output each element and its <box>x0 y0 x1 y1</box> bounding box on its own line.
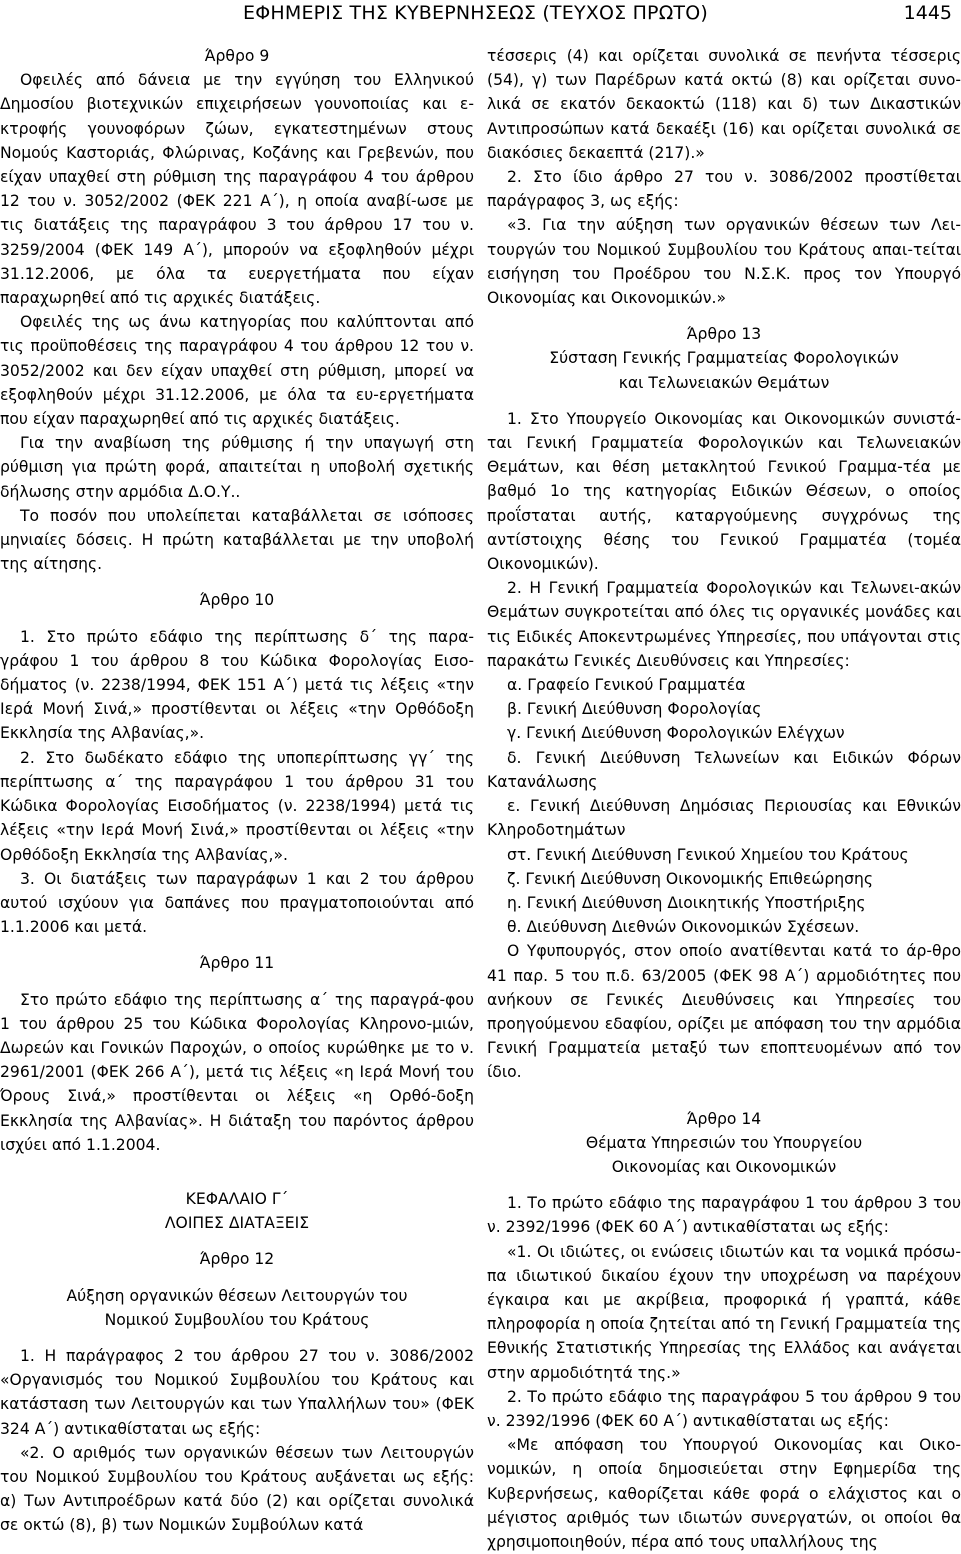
article-12-paragraph-1: 1. Η παράγραφος 2 του άρθρου 27 του ν. 3086/2002 «Οργανισμός του Νομικού Συμβουλίου του Κράτους και κατάσταση των Λειτουργών και των Υπαλλήλων του» (ΦΕΚ 324 Α΄) αντικαθίσταται ως εξής: <box>0 1346 474 1438</box>
article-11-title: Άρθρο 11 <box>199 954 275 973</box>
article-14-subtitle-line-2: Οικονομίας και Οικονομικών <box>611 1157 837 1176</box>
article-9-paragraph-4: Το ποσόν που υπολείπεται καταβάλλεται σε ισόποσες μηνιαίες δόσεις. Η πρώτη καταβάλλεται με την υποβολή της αίτησης. <box>0 506 474 574</box>
list-item: θ. Διεύθυνση Διεθνών Οικονομικών Σχέσεων. <box>507 918 860 937</box>
article-12-paragraph-3: «3. Για την αύξηση των οργανικών θέσεων των Λει-τουργών του Νομικού Συμβουλίου του Κράτους απαι-τείται εισήγηση του Προέδρου του Ν.Σ.Κ. προς τον Υπουργό Οικονομίας και Οικονομικών.» <box>487 216 961 308</box>
page-number: 1445 <box>903 2 952 24</box>
article-9-paragraph-2: Οφειλές της ως άνω κατηγορίας που καλύπτονται από τις προϋποθέσεις της παραγράφου 4 του άρθρου 12 του ν. 3052/2002 και δεν είχαν υπαχθεί στη ρύθμιση, μπορεί να εξοφληθούν μέχρι 31.12.2006, με όλα τα ευ-εργετήματα που είχαν παραχωρηθεί από τις αρχικές διατάξεις. <box>0 313 474 429</box>
list-item: η. Γενική Διεύθυνση Διοικητικής Υποστήριξης <box>507 893 866 912</box>
article-10-paragraph-2: 2. Στο δωδέκατο εδάφιο της υποπερίπτωσης γγ΄ της περίπτωσης α΄ της παραγράφου 1 του άρθρου 31 του Κώδικα Φορολογίας Εισοδήματος (ν. 2238/1994) μετά τις λέξεις «την Ιερά Μονή Σινά,» προστίθενται οι λέξεις «την Ορθόδοξη Εκκλησία της Αλβανίας,». <box>0 748 474 864</box>
article-9-paragraph-1: Οφειλές από δάνεια με την εγγύηση του Ελληνικού Δημοσίου βιοτεχνικών επιχειρήσεων γουνοποιίας και ε-κτροφής γουνοφόρων ζώων, εγκατεστημένων στους Νομούς Καστοριάς, Φλώρινας, Κοζάνης και Γρεβενών, που είχαν υπαχθεί στη ρύθμιση της παραγράφου 4 του άρθρου 12 του ν. 3052/2002 (ΦΕΚ 221 Α΄), η οποία αναβί-ωσε με τις διατάξεις της παραγράφου 3 του άρθρου 17 του ν. 3259/2004 (ΦΕΚ 149 Α΄), μπορούν να εξοφληθούν μέχρι 31.12.2006, με όλα τα ευεργετήματα που είχαν παραχωρηθεί από τις αρχικές διατάξεις. <box>0 71 474 308</box>
article-12-subtitle-line-1: Αύξηση οργανικών θέσεων Λειτουργών του <box>66 1286 408 1305</box>
article-10-paragraph-3: 3. Οι διατάξεις των παραγράφων 1 και 2 του άρθρου αυτού ισχύουν για δαπάνες που πραγματοποιούνται από 1.1.2006 και μετά. <box>0 869 474 937</box>
article-12-paragraph-2b: 2. Στο ίδιο άρθρο 27 του ν. 3086/2002 προστίθεται παράγραφος 3, ως εξής: <box>487 168 961 211</box>
chapter-title: ΚΕΦΑΛΑΙΟ Γ΄ <box>185 1189 289 1208</box>
article-12-paragraph-2: «2. Ο αριθμός των οργανικών θέσεων των Λειτουργών του Νομικού Συμβουλίου του Κράτους αυξάνεται ως εξής: α) Των Αντιπροέδρων κατά δύο (2) και ορίζεται συνολικά σε οκτώ (8), β) των Νομικών Συμβούλων κατά <box>0 1443 474 1535</box>
page-header <box>0 0 960 34</box>
article-14-subtitle-line-1: Θέματα Υπηρεσιών του Υπουργείου <box>585 1133 863 1152</box>
article-14-paragraph-1: 1. Το πρώτο εδάφιο της παραγράφου 1 του άρθρου 3 του ν. 2392/1996 (ΦΕΚ 60 Α΄) αντικαθίσταται ως εξής: <box>487 1194 961 1237</box>
article-12-title: Άρθρο 12 <box>199 1250 275 1269</box>
article-10-title: Άρθρο 10 <box>199 591 275 610</box>
list-item: γ. Γενική Διεύθυνση Φορολογικών Ελέγχων <box>507 724 845 743</box>
list-item: στ. Γενική Διεύθυνση Γενικού Χημείου του Κράτους <box>507 845 909 864</box>
chapter-subtitle: ΛΟΙΠΕΣ ΔΙΑΤΑΞΕΙΣ <box>164 1214 310 1233</box>
article-9-paragraph-3: Για την αναβίωση της ρύθμισης ή την υπαγωγή στη ρύθμιση για πρώτη φορά, απαιτείται η υποβολή σχετικής δήλωσης στην αρμόδια Δ.Ο.Υ.. <box>0 434 474 501</box>
article-12-continuation: τέσσερις (4) και ορίζεται συνολικά σε πενήντα τέσσερις (54), γ) των Παρέδρων κατά οκτώ (8) και ορίζεται συνο-λικά σε εκατόν δεκαοκτώ (118) και δ) των Δικαστικών Αντιπροσώπων κατά δεκαέξι (16) και ορίζεται συνολικά σε διακόσιες δεκαεπτά (217).» <box>487 47 961 162</box>
article-14-paragraph-3: 2. Το πρώτο εδάφιο της παραγράφου 5 του άρθρου 9 του ν. 2392/1996 (ΦΕΚ 60 Α΄) αντικαθίσταται ως εξής: <box>487 1387 961 1430</box>
list-item: δ. Γενική Διεύθυνση Τελωνείων και Ειδικών Φόρων Κατανάλωσης <box>487 748 961 791</box>
article-13-subtitle-line-1: Σύσταση Γενικής Γραμματείας Φορολογικών <box>549 349 899 368</box>
list-item: ζ. Γενική Διεύθυνση Οικονομικής Επιθεώρησης <box>507 869 874 888</box>
list-item: ε. Γενική Διεύθυνση Δημόσιας Περιουσίας και Εθνικών Κληροδοτημάτων <box>487 797 961 840</box>
left-column <box>0 44 474 1535</box>
article-13-paragraph-3: Ο Υφυπουργός, στον οποίο ανατίθενται κατά το άρ-θρο 41 παρ. 5 του π.δ. 63/2005 (ΦΕΚ 98 Α΄) αρμοδιότητες που ανήκουν σε Γενικές Διευθύνσεις και Υπηρεσίες του προηγούμενου εδαφίου, ορίζει με απόφαση του την αρμόδια Γενική Γραμματεία μεταξύ των εποπτευομένων από τον ίδιο. <box>487 942 961 1082</box>
article-13-title: Άρθρο 13 <box>686 325 762 344</box>
article-10-paragraph-1: 1. Στο πρώτο εδάφιο της περίπτωσης δ΄ της παρα-γράφου 1 του άρθρου 8 του Κώδικα Φορολογίας Εισο-δήματος (ν. 2238/1994, ΦΕΚ 151 Α΄) μετά τις λέξεις «την Ιερά Μονή Σινά,» προστίθενται οι λέξεις «την Ορθόδοξη Εκκλησία της Αλβανίας,». <box>0 627 474 743</box>
article-9-title: Άρθρο 9 <box>204 47 270 65</box>
list-item: β. Γενική Διεύθυνση Φορολογίας <box>507 700 762 719</box>
gazette-title: ΕΦΗΜΕΡΙΣ ΤΗΣ ΚΥΒΕΡΝΗΣΕΩΣ (ΤΕΥΧΟΣ ΠΡΩΤΟ) <box>243 2 709 24</box>
article-13-paragraph-1: 1. Στο Υπουργείο Οικονομίας και Οικονομικών συνιστά-ται Γενική Γραμματεία Φορολογικών και Τελωνειακών Θεμάτων, και θέση μετακλητού Γενικού Γραμμα-τέα με βαθμό 1ο της κατηγορίας Ειδικών Θέσεων, ο οποίος προΐσταται αυτής, καταργούμενης συγχρόνως της αντίστοιχης θέσης του Γενικού Γραμματέα (τομέα Οικονομικών). <box>487 409 961 574</box>
list-item: α. Γραφείο Γενικού Γραμματέα <box>507 676 746 695</box>
article-12-subtitle-line-2: Νομικού Συμβουλίου του Κράτους <box>104 1310 370 1329</box>
right-column <box>487 44 961 1551</box>
article-14-paragraph-2: «1. Οι ιδιώτες, οι ενώσεις ιδιωτών και τα νομικά πρόσω-πα ιδιωτικού δικαίου έχουν την υποχρέωση να παρέχουν έγκαιρα και με ακρίβεια, προφορικά ή γραπτά, κάθε πληροφορία η οποία ζητείται από τη Γενική Γραμματεία της Εθνικής Στατιστικής Υπηρεσίας της Ελλάδος και ανάγεται στην αρμοδιότητά της.» <box>487 1242 961 1382</box>
article-13-paragraph-2: 2. Η Γενική Γραμματεία Φορολογικών και Τελωνει-ακών Θεμάτων συγκροτείται από όλες τις οργανικές μονάδες και τις Ειδικές Αποκεντρωμένες Υπηρεσίες, που υπάγονται στις παρακάτω Γενικές Διευθύνσεις και Υπηρεσίες: <box>487 579 961 670</box>
article-14-title: Άρθρο 14 <box>686 1109 762 1128</box>
article-11-paragraph-1: Στο πρώτο εδάφιο της περίπτωσης α΄ της παραγρά-φου 1 του άρθρου 25 του Κώδικα Φορολογίας Κληρονο-μιών, Δωρεών και Γονικών Παροχών, ο οποίος κυρώθηκε με το ν. 2961/2001 (ΦΕΚ 266 Α΄), μετά τις λέξεις «η Ιερά Μονή του Όρους Σινά,» προστίθενται οι λέξεις «η Ορθό-δοξη Εκκλησία της Αλβανίας». Η διάταξη του παρόντος άρθρου ισχύει από 1.1.2004. <box>0 990 474 1154</box>
article-13-subtitle-line-2: και Τελωνειακών Θεμάτων <box>618 373 830 392</box>
article-14-paragraph-4: «Με απόφαση του Υπουργού Οικονομίας και Οικο-νομικών, η οποία δημοσιεύεται στην Εφημερίδα της Κυβερνήσεως, καθορίζεται κάθε φορά ο ελάχιστος και ο μέγιστος αριθμός των ιδιωτών συνεργατών, οι οποίοι θα χρησιμοποιηθούν, πέρα από τους υπαλλήλους της <box>487 1436 961 1551</box>
